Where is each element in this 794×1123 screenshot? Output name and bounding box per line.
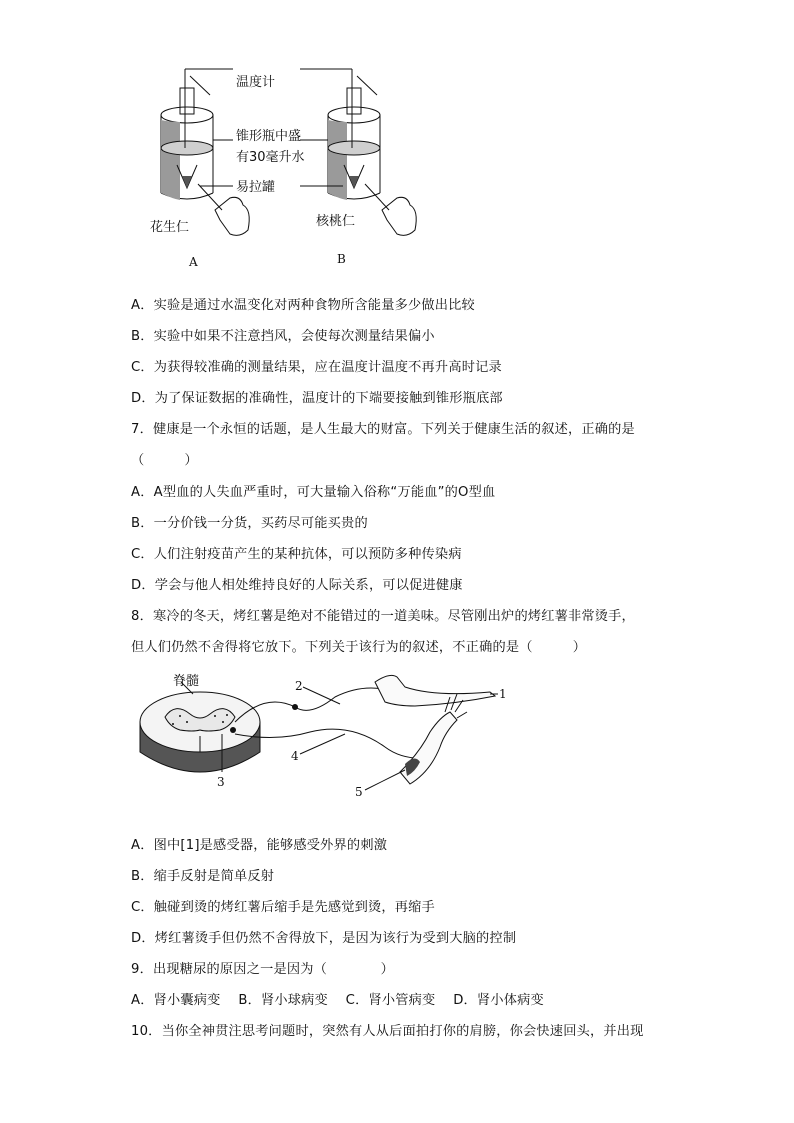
q6-option-d: D．为了保证数据的准确性，温度计的下端要接触到锥形瓶底部 [131, 391, 503, 406]
peanut-label: 花生仁 [150, 220, 190, 235]
q7-option-a: A．A型血的人失血严重时，可大量输入俗称“万能血”的O型血 [131, 485, 496, 500]
q8-option-d: D．烤红薯烫手但仍然不舍得放下，是因为该行为受到大脑的控制 [131, 931, 517, 946]
flask-label-line1: 锥形瓶中盛 [236, 129, 302, 144]
num-1: 1 [499, 687, 507, 701]
q9-options: A．肾小囊病变 B．肾小球病变 C．肾小管病变 D．肾小体病变 [131, 993, 544, 1008]
label-a: A [189, 255, 198, 269]
walnut-label: 核桃仁 [316, 214, 356, 229]
q8-option-c: C．触碰到烫的烤红薯后缩手是先感觉到烫，再缩手 [131, 900, 435, 915]
spinal-cord-section [140, 692, 260, 772]
num-2: 2 [295, 679, 303, 693]
q6-option-c: C．为获得较准确的测量结果，应在温度计温度不再升高时记录 [131, 360, 502, 375]
q7-option-b: B．一分价钱一分货，买药尽可能买贵的 [131, 516, 368, 531]
q9-stem: 9．出现糖尿的原因之一是因为（ ） [131, 962, 394, 977]
q7-stem-line1: 7．健康是一个永恒的话题，是人生最大的财富。下列关于健康生活的叙述，正确的是 [131, 422, 635, 437]
q8-option-b: B．缩手反射是简单反射 [131, 869, 275, 884]
num-3: 3 [217, 775, 225, 789]
num-5: 5 [355, 785, 363, 797]
reflex-arc-figure [135, 672, 515, 797]
q8-option-a: A．图中[1]是感受器，能够感受外界的刺激 [131, 838, 388, 853]
q6-option-a: A．实验是通过水温变化对两种食物所含能量多少做出比较 [131, 298, 475, 313]
apparatus-b [328, 76, 416, 235]
flask-label-line2: 有30毫升水 [236, 150, 305, 165]
spinal-cord-label: 脊髓 [173, 674, 200, 689]
q10-stem-line1: 10．当你全神贯注思考问题时，突然有人从后面拍打你的肩膀，你会快速回头，并出现 [131, 1024, 644, 1039]
q7-option-c: C．人们注射疫苗产生的某种抗体，可以预防多种传染病 [131, 547, 462, 562]
q7-stem-line2: （ ） [131, 453, 198, 468]
q8-stem-line2: 但人们仍然不舍得将它放下。下列关于该行为的叙述，不正确的是（ ） [131, 640, 587, 655]
q8-stem-line1: 8．寒冷的冬天，烤红薯是绝对不能错过的一道美味。尽管刚出炉的烤红薯非常烫手， [131, 609, 635, 624]
q6-option-b: B．实验中如果不注意挡风，会使每次测量结果偏小 [131, 329, 435, 344]
q7-option-d: D．学会与他人相处维持良好的人际关系，可以促进健康 [131, 578, 463, 593]
calorimeter-figure [140, 60, 440, 275]
can-label: 易拉罐 [236, 180, 276, 195]
num-4: 4 [291, 749, 299, 763]
thermometer-label: 温度计 [236, 75, 276, 90]
label-b: B [337, 252, 346, 266]
